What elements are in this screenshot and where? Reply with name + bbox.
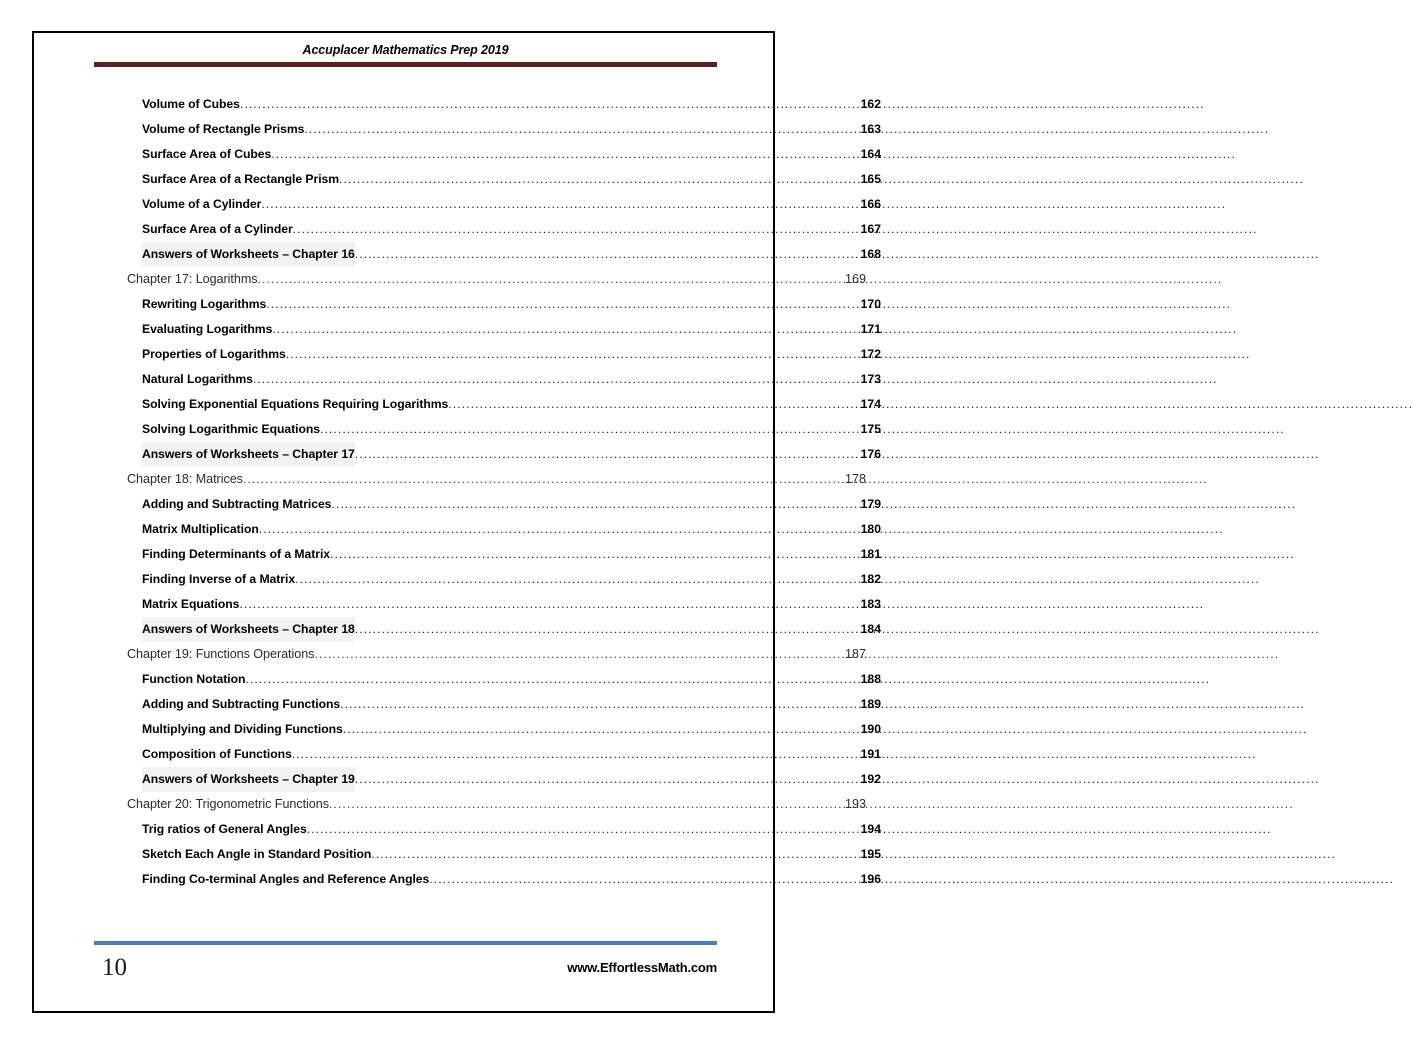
toc-entry-row[interactable]	[34, 442, 881, 467]
toc-row-label: Finding Co-terminal Angles and Reference Angles	[142, 872, 430, 886]
toc-row-label: Answers of Worksheets – Chapter 18	[142, 617, 355, 642]
footer-rule	[94, 941, 717, 945]
toc-row-inner	[34, 267, 1048, 292]
toc-entry-row[interactable]	[34, 317, 881, 342]
toc-dot-leader	[355, 617, 861, 629]
toc-entry-row[interactable]	[34, 692, 881, 717]
toc-row-label: Chapter 19: Functions Operations	[127, 647, 315, 661]
toc-page-number: 162	[860, 97, 881, 111]
table-of-contents	[34, 92, 881, 892]
toc-dot-leader	[292, 742, 861, 754]
toc-entry-row[interactable]	[34, 517, 881, 542]
page-title: Accuplacer Mathematics Prep 2019	[302, 43, 509, 57]
toc-page-number: 191	[860, 747, 881, 761]
toc-chapter-row[interactable]	[34, 642, 866, 667]
toc-page-number: 181	[860, 547, 881, 561]
footer-page-number: 10	[102, 954, 127, 981]
toc-entry-row[interactable]	[34, 292, 881, 317]
toc-entry-row[interactable]	[34, 617, 881, 642]
toc-row-inner	[34, 617, 907, 642]
toc-row-inner	[34, 367, 907, 392]
toc-row-label: Natural Logarithms	[142, 372, 253, 386]
toc-dot-leader	[340, 692, 861, 704]
toc-entry-row[interactable]	[34, 92, 881, 117]
toc-page-number: 172	[860, 347, 881, 361]
toc-page-number: 189	[860, 697, 881, 711]
toc-entry-row[interactable]	[34, 592, 881, 617]
toc-row-label: Composition of Functions	[142, 747, 292, 761]
toc-row-inner	[34, 767, 907, 792]
toc-dot-leader	[261, 192, 860, 204]
toc-row-inner	[34, 192, 907, 217]
toc-dot-leader	[355, 442, 861, 454]
toc-row-label: Solving Logarithmic Equations	[142, 422, 320, 436]
toc-page-number: 188	[860, 672, 881, 686]
toc-entry-row[interactable]	[34, 117, 881, 142]
toc-dot-leader	[266, 292, 860, 304]
toc-row-inner	[34, 842, 907, 867]
toc-dot-leader	[329, 792, 845, 804]
toc-entry-row[interactable]	[34, 867, 881, 892]
toc-dot-leader	[295, 567, 861, 579]
toc-row-label: Answers of Worksheets – Chapter 19	[142, 767, 355, 792]
toc-page-number: 192	[860, 772, 881, 786]
toc-dot-leader	[371, 842, 860, 854]
toc-entry-row[interactable]	[34, 567, 881, 592]
toc-page-number: 164	[860, 147, 881, 161]
toc-page-number: 171	[860, 322, 881, 336]
toc-dot-leader	[355, 767, 861, 779]
toc-row-inner	[34, 167, 907, 192]
toc-row-label: Volume of a Cylinder	[142, 197, 262, 211]
toc-row-inner	[34, 667, 907, 692]
toc-chapter-row[interactable]	[34, 467, 866, 492]
header-rule	[94, 62, 717, 67]
toc-row-inner	[34, 792, 1048, 817]
toc-dot-leader	[240, 92, 861, 104]
toc-dot-leader	[314, 642, 845, 654]
toc-dot-leader	[286, 342, 861, 354]
toc-page-number: 182	[860, 572, 881, 586]
toc-row-label: Adding and Subtracting Functions	[142, 697, 341, 711]
toc-page-number: 166	[860, 197, 881, 211]
toc-row-inner	[34, 392, 907, 417]
toc-page-number: 169	[844, 272, 866, 286]
toc-page-number: 179	[860, 497, 881, 511]
toc-row-label: Surface Area of a Rectangle Prism	[142, 172, 340, 186]
toc-dot-leader	[330, 542, 861, 554]
toc-row-label: Volume of Rectangle Prisms	[142, 122, 305, 136]
toc-row-inner	[34, 317, 907, 342]
toc-row-inner	[34, 717, 907, 742]
toc-page-number: 183	[860, 597, 881, 611]
toc-chapter-row[interactable]	[34, 792, 866, 817]
toc-row-inner	[34, 442, 907, 467]
toc-row-inner	[34, 592, 907, 617]
toc-row-inner	[34, 817, 907, 842]
toc-row-label: Volume of Cubes	[142, 97, 240, 111]
toc-dot-leader	[355, 242, 861, 254]
toc-dot-leader	[343, 717, 861, 729]
toc-entry-row[interactable]	[34, 417, 881, 442]
toc-row-label: Chapter 20: Trigonometric Functions	[127, 797, 329, 811]
toc-row-label: Solving Exponential Equations Requiring Logarithms	[142, 397, 449, 411]
footer-content	[94, 953, 717, 983]
toc-row-inner	[34, 567, 907, 592]
toc-entry-row[interactable]	[34, 817, 881, 842]
toc-page-number: 170	[860, 297, 881, 311]
toc-dot-leader	[253, 367, 861, 379]
toc-row-inner	[34, 417, 907, 442]
toc-page-number: 195	[860, 847, 881, 861]
toc-row-label: Adding and Subtracting Matrices	[142, 497, 332, 511]
toc-page-number: 196	[860, 872, 881, 886]
toc-row-inner	[34, 242, 907, 267]
toc-row-label: Surface Area of a Cylinder	[142, 222, 293, 236]
toc-entry-row[interactable]	[34, 167, 881, 192]
toc-entry-row[interactable]	[34, 342, 881, 367]
toc-page-number: 176	[860, 447, 881, 461]
toc-page-number: 168	[860, 247, 881, 261]
toc-row-label: Chapter 18: Matrices	[127, 472, 243, 486]
toc-entry-row[interactable]	[34, 217, 881, 242]
toc-row-label: Evaluating Logarithms	[142, 322, 273, 336]
toc-row-inner	[34, 467, 1048, 492]
toc-row-label: Function Notation	[142, 672, 246, 686]
toc-entry-row[interactable]	[34, 492, 881, 517]
toc-dot-leader	[258, 267, 845, 279]
toc-entry-row[interactable]	[34, 742, 881, 767]
toc-page-number: 174	[860, 397, 881, 411]
toc-row-label: Properties of Logarithms	[142, 347, 286, 361]
footer-website: www.EffortlessMath.com	[567, 960, 717, 975]
toc-row-label: Answers of Worksheets – Chapter 17	[142, 442, 355, 467]
toc-row-inner	[34, 342, 907, 367]
toc-dot-leader	[259, 517, 861, 529]
toc-dot-leader	[339, 167, 861, 179]
toc-row-inner	[34, 117, 907, 142]
toc-row-inner	[34, 217, 907, 242]
toc-row-label: Surface Area of Cubes	[142, 147, 272, 161]
toc-entry-row[interactable]	[34, 717, 881, 742]
toc-row-label: Sketch Each Angle in Standard Position	[142, 847, 372, 861]
toc-row-label: Answers of Worksheets – Chapter 16	[142, 242, 355, 267]
toc-row-label: Finding Inverse of a Matrix	[142, 572, 296, 586]
toc-page-number: 173	[860, 372, 881, 386]
toc-page-number: 167	[860, 222, 881, 236]
toc-entry-row[interactable]	[34, 542, 881, 567]
page-footer	[94, 941, 717, 983]
toc-entry-row[interactable]	[34, 192, 881, 217]
toc-dot-leader	[307, 817, 861, 829]
toc-row-inner	[34, 742, 907, 767]
toc-page-number: 175	[860, 422, 881, 436]
toc-page-number: 178	[844, 472, 866, 486]
toc-row-label: Chapter 17: Logarithms	[127, 272, 258, 286]
toc-dot-leader	[239, 592, 860, 604]
toc-row-label: Matrix Multiplication	[142, 522, 259, 536]
toc-row-label: Rewriting Logarithms	[142, 297, 267, 311]
toc-entry-row[interactable]	[34, 392, 881, 417]
page-frame	[32, 31, 881, 1013]
toc-row-label: Multiplying and Dividing Functions	[142, 722, 343, 736]
toc-row-inner	[34, 692, 907, 717]
toc-row-inner	[34, 642, 1048, 667]
toc-entry-row[interactable]	[34, 767, 881, 792]
toc-row-inner	[34, 492, 907, 517]
running-header	[94, 43, 717, 67]
toc-page-number: 193	[844, 797, 866, 811]
toc-dot-leader	[331, 492, 860, 504]
toc-dot-leader	[448, 392, 860, 404]
toc-entry-row[interactable]	[34, 142, 881, 167]
toc-row-label: Trig ratios of General Angles	[142, 822, 307, 836]
toc-row-label: Matrix Equations	[142, 597, 240, 611]
toc-dot-leader	[272, 317, 860, 329]
toc-row-label: Finding Determinants of a Matrix	[142, 547, 331, 561]
toc-page-number: 180	[860, 522, 881, 536]
toc-page-number: 184	[860, 622, 881, 636]
toc-dot-leader	[243, 467, 845, 479]
toc-entry-row[interactable]	[34, 667, 881, 692]
toc-dot-leader	[429, 867, 860, 879]
toc-page-number: 187	[844, 647, 866, 661]
toc-row-inner	[34, 542, 907, 567]
toc-dot-leader	[271, 142, 860, 154]
toc-row-inner	[34, 517, 907, 542]
toc-page-number: 194	[860, 822, 881, 836]
toc-page-number: 165	[860, 172, 881, 186]
toc-page-number: 190	[860, 722, 881, 736]
toc-row-inner	[34, 142, 907, 167]
toc-entry-row[interactable]	[34, 367, 881, 392]
toc-dot-leader	[320, 417, 861, 429]
toc-dot-leader	[293, 217, 861, 229]
toc-entry-row[interactable]	[34, 242, 881, 267]
toc-entry-row[interactable]	[34, 842, 881, 867]
toc-page-number: 163	[860, 122, 881, 136]
toc-row-inner	[34, 292, 907, 317]
toc-dot-leader	[304, 117, 860, 129]
toc-row-inner	[34, 92, 907, 117]
toc-dot-leader	[245, 667, 860, 679]
toc-chapter-row[interactable]	[34, 267, 866, 292]
toc-row-inner	[34, 867, 907, 892]
